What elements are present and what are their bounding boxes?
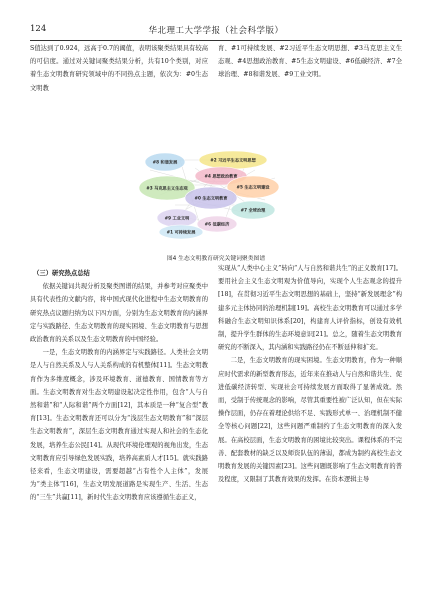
cluster-node-1 [159,225,203,239]
bottom-right-column [218,262,402,597]
bottom-left-column [30,267,208,597]
cluster-node-9 [157,209,197,227]
cluster-label: #8 和谐发展 [152,159,178,165]
top-left-column [30,42,208,122]
cluster-node-7 [231,201,275,219]
page-number: 124 [30,24,47,34]
cluster-node-8 [145,153,185,171]
cluster-label: #4 思想政治教育 [204,173,238,179]
cluster-label: #3 马克思主义生态观 [146,185,188,191]
paragraph: S值达到了0.924，远高于0.7的阈值，表明该聚类结果具有较高的可信度。通过对关键词聚类结果分析，共有10个类别，对应着生态文明教育研究领域中的不同热点主题，依次为：#0生态文明教 [30,45,208,92]
cluster-label: #9 工业文明 [164,215,190,221]
cluster-label: #6 低碳经济 [204,221,230,227]
journal-title: 华北理工大学学报（社会科学版） [148,26,284,36]
header-rule [30,40,402,41]
paragraph: 一是，生态文明教育的内涵界定与实践路径。人类社会文明是人与自然关系及人与人关系构成的有机整体[11]。生态文明教育作为多维度概念，涉及环境教育、道德教育、国情教育等方面。生态文明教育对生态文明建设起决定性作用，包含“人与自然和谐”和“人际和谐”两个方面[12]，其本质是一种“复合型”教育[13]。生态文明教育还可以分为“浅层生态文明教育”和“深层生态文明教育”，深层生态文明教育通过实现人和社会的生态化发展，培养生态公民[14]。从现代环境伦理观的视角出发，生态文明教育应引导绿色发展实践，培养高素质人才[15]。就实践路径来看，生态文明建设，需要超越“占有性个人主体”，发展为“类主体”[16]，生态文明发展道路是实现生产、生活、生态的“三生”共赢[11]，新时代生态文明教育应该遵循生态正义， [30,349,208,502]
paragraph: 育、#1可持续发展、#2习近平生态文明思想、#3马克思主义生态观、#4思想政治教育、#5生态文明建设、#6低碳经济、#7全球治理、#8和谐发展、#9工业文明。 [218,45,402,79]
cluster-figure [125,140,305,240]
cluster-label: #1 可持续发展 [166,229,196,235]
cluster-label: #5 生态文明建设 [236,184,270,190]
cluster-node-0 [185,187,237,209]
cluster-label: #7 全球治理 [240,207,266,213]
top-right-column [218,42,402,122]
cluster-label: #2 习近平生态文明思想 [210,157,256,163]
paragraph: 二是，生态文明教育的现实困境。生态文明教育，作为一种顺应时代需求的新型教育形态，近年来在推动人与自然和谐共生、促进低碳经济转型、实现社会可持续发展方面取得了显著成效。然而，受制于传统观念的影响，尽管其重要性被广泛认知，但在实际操作层面，仍存在着理论供给不足、实践形式单一、治理机制不健全等核心问题[22]，这些问题严重制约了生态文明教育的深入发展。在高校层面，生态文明教育的困境比较突出。课程体系的不完善、配套教材的缺乏以及师资队伍的薄弱，都成为制约高校生态文明教育发展的关键因素[23]。这些问题既影响了生态文明教育的普及程度，又限制了其教育效果的发挥。在资本逻辑主导 [218,357,402,484]
cluster-nodes [139,151,279,239]
cluster-node-2 [199,151,267,169]
figure-caption: 图4 生态文明教育研究关键词聚类图谱 [166,256,266,262]
section-title: （三）研究热点总结 [33,270,90,277]
paragraph: 实现从“人类中心主义”转向“人与自然和谐共生”的正义教育[17]。要用社会主义生态文明观为价值导向，实现个人生态观念的提升[18]，在贯彻习近平生态文明思想的基础上，坚持“新发展理念”构建多元主体协同的治理机制[19]。高校生态文明教育可以通过多学科融合生态文明知识体系[20]，构建育人评价指标，创设有效机制，提升学生群体的生态环境意识[21]。总之，随着生态文明教育研究的不断深入，其内涵和实践路径仍在不断延伸和扩充。 [218,265,402,352]
cluster-map [125,140,305,240]
cluster-node-6 [197,216,237,232]
paragraph: 依据关键词共现分析及聚类图谱的结果，并参考对应聚类中具有代表性的文献内容，将中国式现代化进程中生态文明教育的研究热点议题归纳为以下四方面，分别为生态文明教育的内涵界定与实践路径、生态文明教育的现实困境、生态文明教育与思想政治教育的关系以及生态文明教育的中国经验。 [30,283,208,344]
cluster-label: #0 生态文明教育 [194,195,228,201]
running-header [30,24,402,38]
